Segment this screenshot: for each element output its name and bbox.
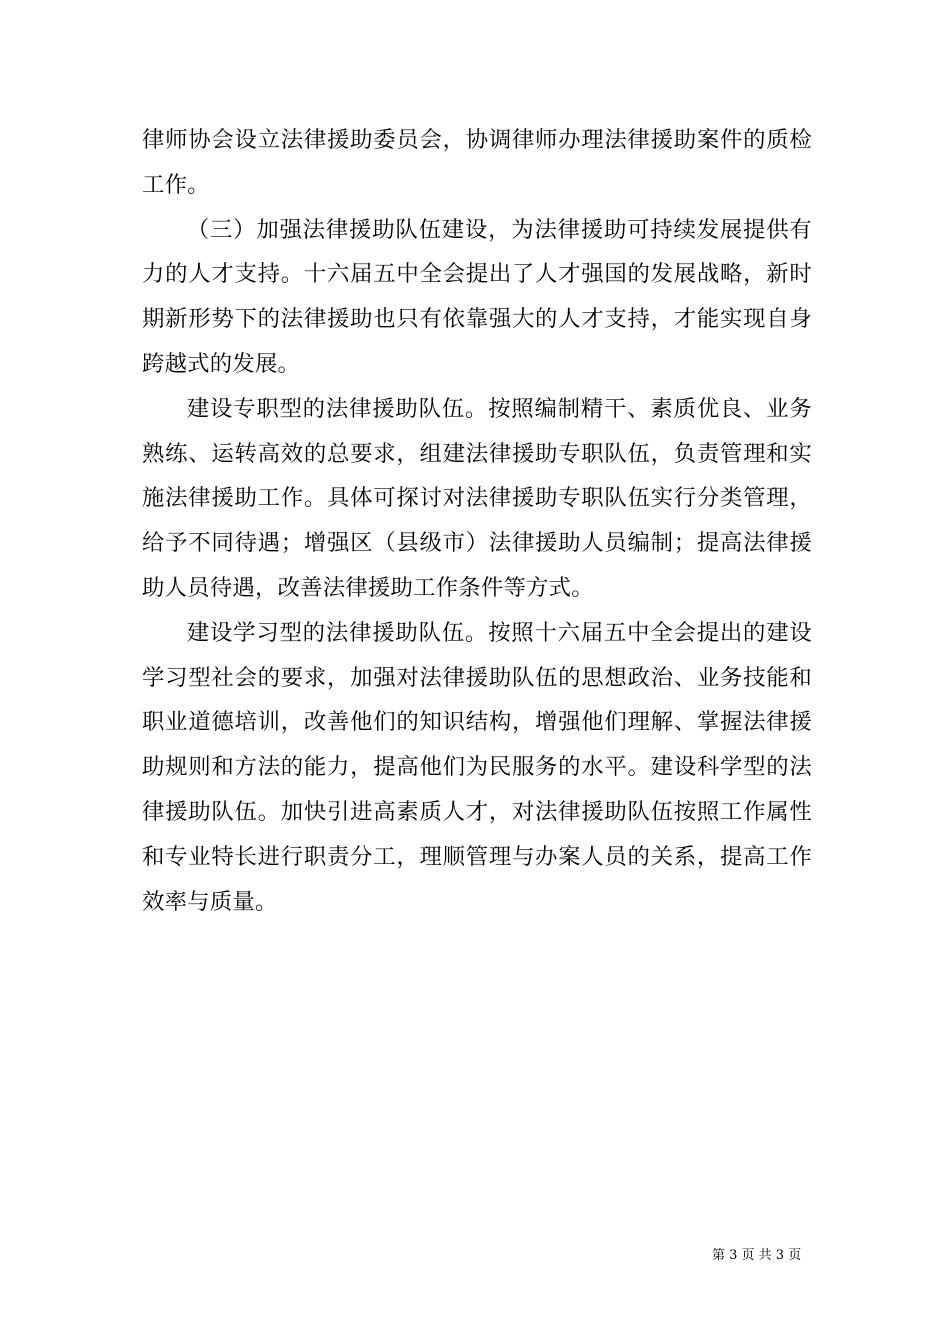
page-number-footer: 第 3 页 共 3 页 (712, 1248, 802, 1263)
paragraph-3: 建设专职型的法律援助队伍。按照编制精干、素质优良、业务熟练、运转高效的总要求，组建法律援助专职队伍，负责管理和实施法律援助工作。具体可探讨对法律援助专职队伍实行分类管理，给予不同待遇；增强区（县级市）法律援助人员编制；提高法律援助人员待遇，改善法律援助工作条件等方式。 (142, 395, 812, 601)
document-body (142, 118, 812, 924)
paragraph-2: （三）加强法律援助队伍建设，为法律援助可持续发展提供有力的人才支持。十六届五中全会提出了人才强国的发展战略，新时期新形势下的法律援助也只有依靠强大的人才支持，才能实现自身跨越式的发展。 (142, 216, 812, 377)
paragraph-4: 建设学习型的法律援助队伍。按照十六届五中全会提出的建设学习型社会的要求，加强对法律援助队伍的思想政治、业务技能和职业道德培训，改善他们的知识结构，增强他们理解、掌握法律援助规则和方法的能力，提高他们为民服务的水平。建设科学型的法律援助队伍。加快引进高素质人才，对法律援助队伍按照工作属性和专业特长进行职责分工，理顺管理与办案人员的关系，提高工作效率与质量。 (142, 619, 812, 915)
paragraph-1: 律师协会设立法律援助委员会，协调律师办理法律援助案件的质检工作。 (142, 127, 812, 198)
